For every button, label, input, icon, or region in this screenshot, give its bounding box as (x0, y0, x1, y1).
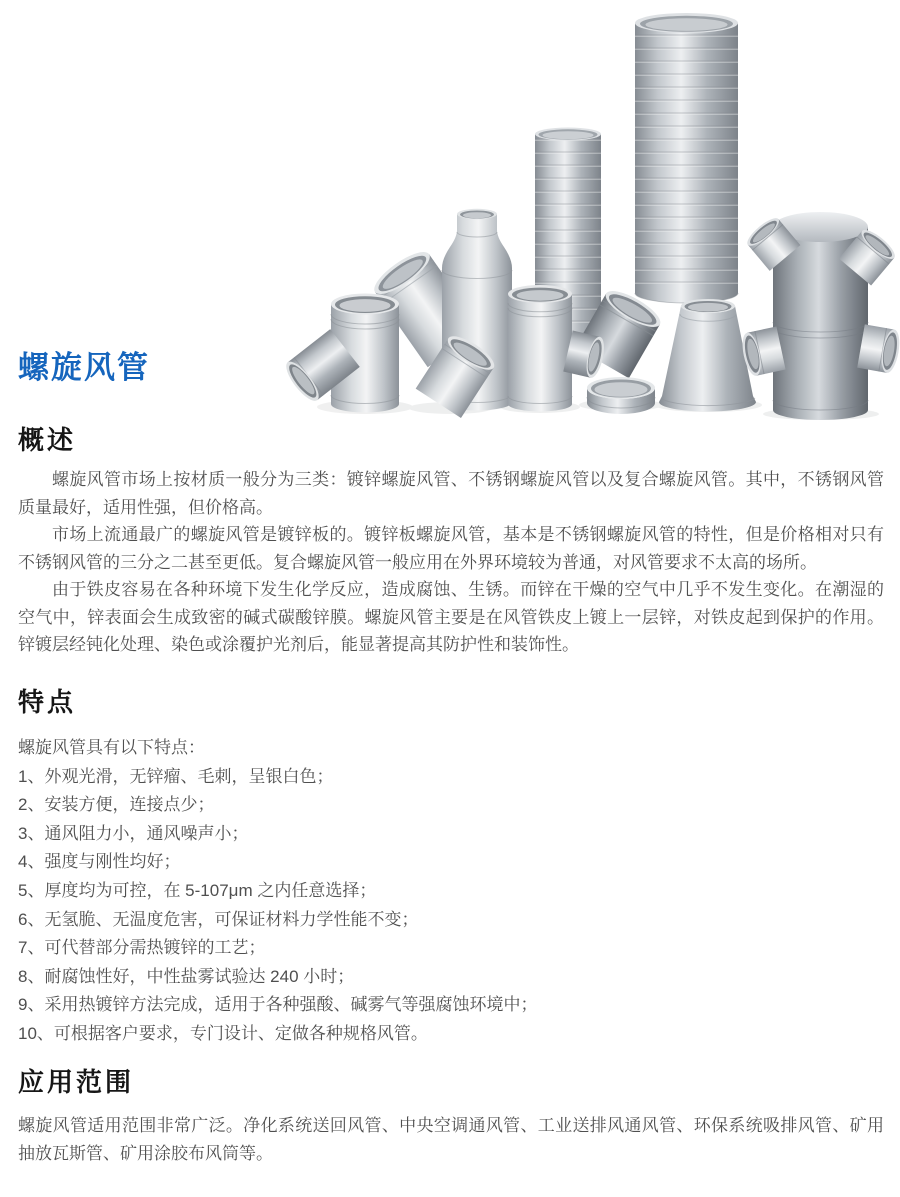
overview-paragraph: 螺旋风管市场上按材质一般分为三类：镀锌螺旋风管、不锈钢螺旋风管以及复合螺旋风管。其中，不锈钢风管质量最好，适用性强，但价格高。 (18, 470, 884, 517)
features-intro: 螺旋风管具有以下特点： (18, 738, 205, 757)
feature-item: 6、无氢脆、无温度危害，可保证材料力学性能不变； (18, 909, 419, 929)
features-section (18, 734, 884, 1049)
feature-item: 8、耐腐蚀性好，中性盐雾试验达 240 小时； (18, 966, 355, 986)
feature-item: 7、可代替部分需热镀锌的工艺； (18, 938, 266, 958)
feature-item: 4、强度与刚性均好； (18, 852, 181, 872)
application-heading: 应用范围 (18, 1068, 135, 1097)
overview-paragraph: 由于铁皮容易在各种环境下发生化学反应，造成腐蚀、生锈。而锌在干燥的空气中几乎不发生变化。在潮湿的空气中，锌表面会生成致密的碱式碳酸锌膜。螺旋风管主要是在风管铁皮上镀上一层锌，对铁皮起到保护的作用。锌镀层经钝化处理、染色或涂覆护光剂后，能显著提高其防护性和装饰性。 (18, 580, 884, 654)
feature-item: 2、安装方便，连接点少； (18, 795, 215, 815)
overview-heading: 概述 (18, 426, 77, 455)
overview-section (18, 466, 884, 659)
feature-item: 3、通风阻力小，通风噪声小； (18, 823, 249, 843)
spiral-duct-products-photo (281, 6, 900, 420)
feature-item: 5、厚度均为可控，在 5-107μm 之内任意选择； (18, 880, 377, 900)
application-text: 螺旋风管适用范围非常广泛。净化系统送回风管、中央空调通风管、工业送排风通风管、环保系统吸排风管、矿用抽放瓦斯管、矿用涂胶布风筒等。 (18, 1116, 884, 1163)
features-heading: 特点 (18, 688, 77, 717)
feature-item: 1、外观光滑，无锌瘤、毛刺，呈银白色； (18, 766, 334, 786)
feature-item: 9、采用热镀锌方法完成，适用于各种强酸、碱雾气等强腐蚀环境中； (18, 995, 538, 1015)
page-title: 螺旋风管 (18, 350, 150, 385)
overview-paragraph: 市场上流通最广的螺旋风管是镀锌板的。镀锌板螺旋风管，基本是不锈钢螺旋风管的特性，但是价格相对只有不锈钢风管的三分之二甚至更低。复合螺旋风管一般应用在外界环境较为普通，对风管要求不太高的场所。 (18, 525, 884, 572)
feature-item: 10、可根据客户要求，专门设计、定做各种规格风管。 (18, 1023, 428, 1043)
